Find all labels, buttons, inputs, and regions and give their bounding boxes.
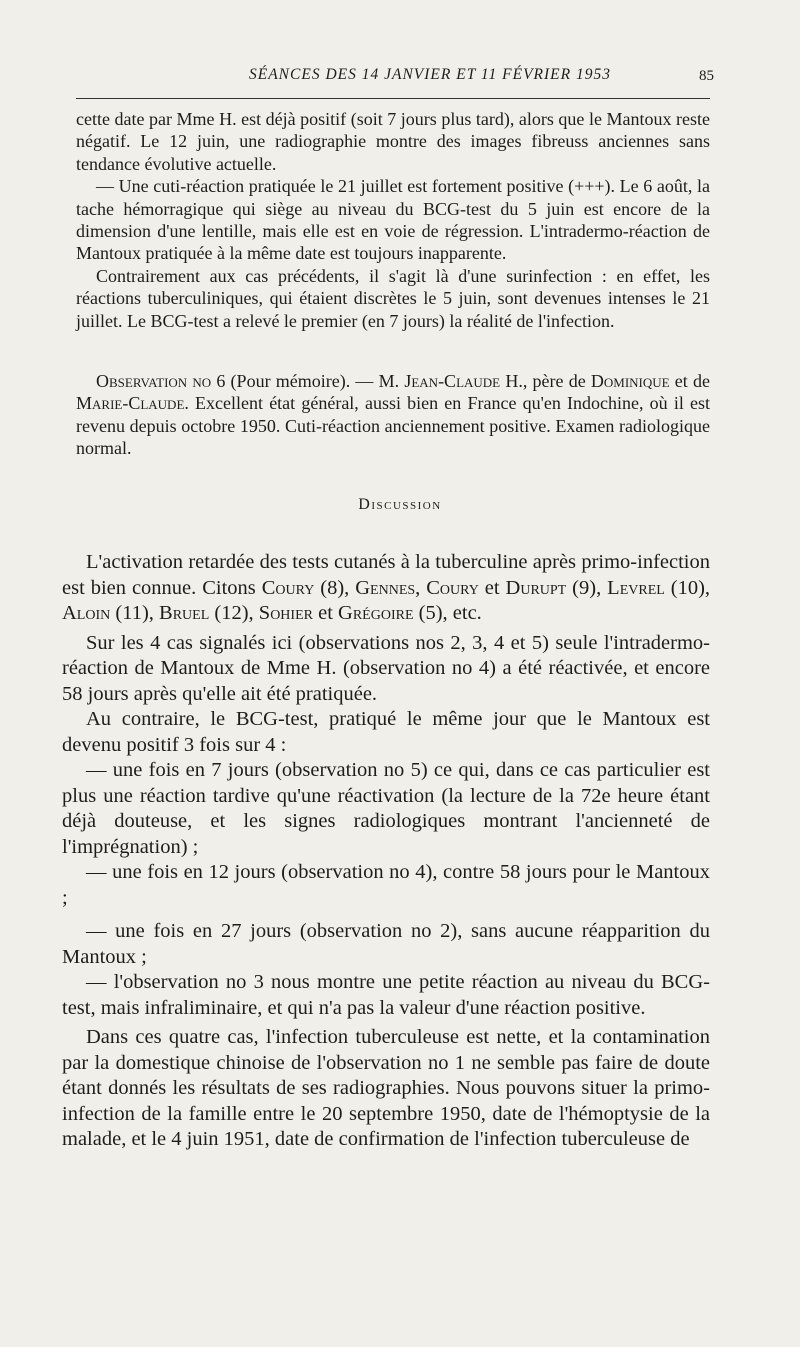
text: (8),: [314, 576, 356, 599]
text: et: [478, 576, 506, 599]
paragraph: Sur les 4 cas signalés ici (observations nos 2, 3, 4 et 5) seule l'intradermo-réaction de Mantoux de Mme H. (observation no 4) a été réactivée, et encore 58 jours après qu'elle ait été pratiquée.: [62, 631, 710, 705]
observation-label: Observation no 6: [96, 371, 226, 391]
author-name: Grégoire: [338, 602, 414, 624]
author-name: Durupt: [505, 576, 567, 599]
paragraph: Dans ces quatre cas, l'infection tuberculeuse est nette, et la contamination par la domestique chinoise de l'observation no 1 ne semble pas faire de doute étant donnés les résultats de ses radiographies. Nous pouvons situer la primo-infection de la famille entre le 20 septembre 1950, date de l'hémoptysie de la malade, et le 4 juin 1951, date de confirmation de l'infection tuberculeuse de: [62, 1026, 710, 1150]
text: . Excellent état général, aussi bien en France qu'en Indochine, où il est revenu depuis octobre 1950. Cuti-réaction anciennement positive. Examen radiologique normal.: [76, 393, 710, 459]
person-name: Marie-Claude: [76, 393, 185, 414]
text: (Pour mémoire). — M.: [225, 371, 405, 391]
author-name: Sohier: [258, 602, 313, 624]
text: (11),: [110, 602, 160, 624]
list-item: — une fois en 12 jours (observation no 4), contre 58 jours pour le Mantoux ;: [62, 861, 710, 909]
section-heading: Discussion: [358, 496, 442, 513]
person-name: Dominique: [590, 371, 670, 391]
text: H., père de: [500, 371, 591, 391]
list-item: — une fois en 27 jours (observation no 2), sans aucune réapparition du Mantoux ;: [62, 920, 710, 968]
list-item: — une fois en 7 jours (observation no 5) ce qui, dans ce cas particulier est plus une réaction tardive qu'une réactivation (la lecture de la 72e heure étant déjà douteuse, et les signes radiologiques montrant l'ancienneté de l'imprégnation) ;: [62, 759, 710, 858]
text: (10),: [664, 576, 711, 599]
author-name: Aloin: [62, 602, 111, 624]
text: et de: [669, 371, 710, 391]
paragraph: [76, 370, 710, 460]
page-header: [170, 66, 714, 86]
paragraph: [62, 550, 710, 627]
discussion-body: [62, 550, 710, 1153]
paragraph: Au contraire, le BCG-test, pratiqué le même jour que le Mantoux est devenu positif 3 fois sur 4 :: [62, 708, 710, 756]
page-number: 85: [699, 68, 714, 84]
paragraph: — Une cuti-réaction pratiquée le 21 juillet est fortement positive (+++). Le 6 août, la tache hémorragique qui siège au niveau du BCG-test du 5 juin est encore de la dimension d'une lentille, mais elle est en voie de régression. L'intradermo-réaction de Mantoux pratiquée à la même date est toujours inapparente.: [76, 176, 710, 264]
text: (12),: [209, 602, 259, 624]
author-name: Coury: [426, 576, 479, 599]
text: (5), etc.: [413, 602, 482, 624]
author-name: Bruel: [159, 602, 210, 624]
author-name: Levrel: [607, 576, 665, 599]
text: ,: [415, 576, 427, 599]
running-title: SÉANCES DES 14 JANVIER ET 11 FÉVRIER 1953: [249, 66, 611, 83]
author-name: Coury: [261, 576, 315, 599]
author-name: Gennes: [355, 576, 416, 599]
list-item: — l'observation no 3 nous montre une petite réaction au niveau du BCG-test, mais infraliminaire, et qui n'a pas la valeur d'une réaction positive.: [62, 971, 710, 1019]
text: L'activation retardée des tests cutanés à la tuberculine après primo-infection est bien connue. Citons: [62, 551, 710, 599]
header-rule: [76, 98, 710, 99]
observation-6: [76, 370, 710, 460]
person-name: Jean-Claude: [404, 371, 501, 391]
paragraph: Contrairement aux cas précédents, il s'agit là d'une surinfection : en effet, les réactions tuberculiniques, qui étaient discrètes le 5 juin, sont devenues intenses le 21 juillet. Le BCG-test a relevé le premier (en 7 jours) la réalité de l'infection.: [76, 265, 710, 331]
paragraph: cette date par Mme H. est déjà positif (soit 7 jours plus tard), alors que le Mantoux reste négatif. Le 12 juin, une radiographie montre des images fibreuss anciennes sans tendance évolutive actuelle.: [76, 109, 710, 174]
text: (9),: [566, 576, 608, 599]
text: et: [312, 602, 339, 624]
observation-5-continuation: [76, 108, 710, 332]
